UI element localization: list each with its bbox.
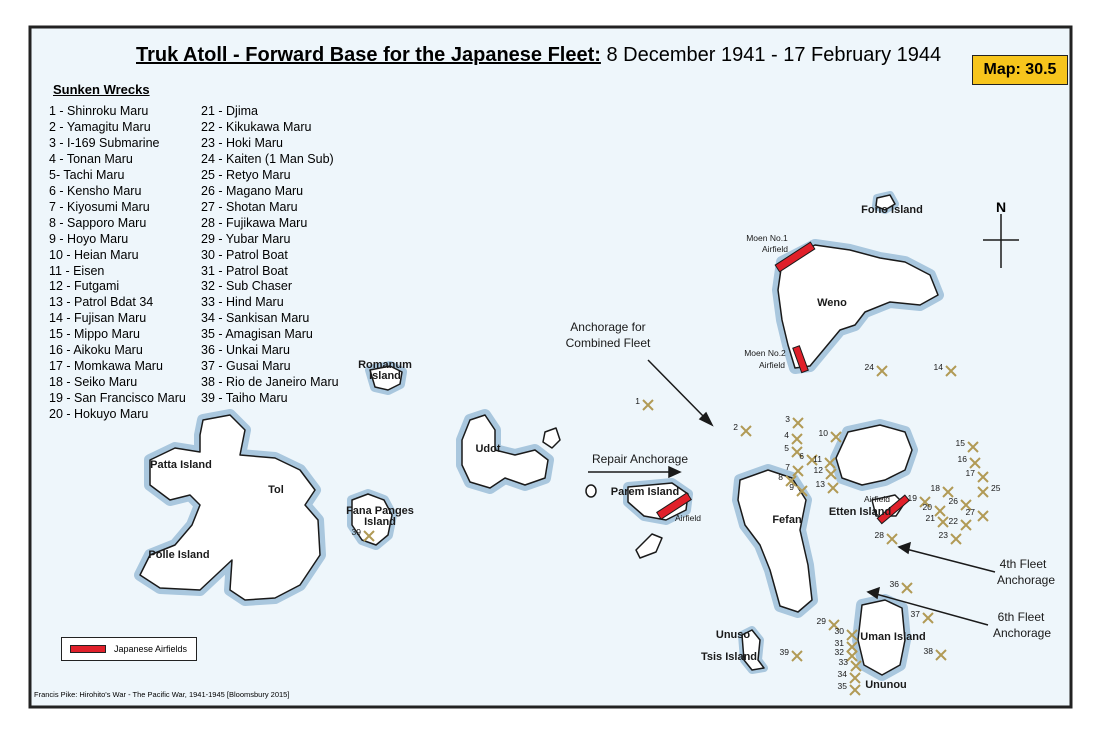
sixth-fleet-label-1: 6th Fleet xyxy=(997,610,1045,624)
wreck-list-item: 32 - Sub Chaser xyxy=(201,279,293,294)
wreck-list-item: 26 - Magano Maru xyxy=(201,183,304,198)
fana-label-2: Island xyxy=(364,516,396,528)
wreck-number-label: 2 xyxy=(733,422,738,432)
wreck-number-label: 36 xyxy=(889,579,899,589)
wreck-number-label: 26 xyxy=(948,496,958,506)
fourth-fleet-label-2: Anchorage xyxy=(996,573,1056,587)
wreck-number-label: 24 xyxy=(864,362,874,372)
wreck-list-item: 24 - Kaiten (1 Man Sub) xyxy=(201,151,334,166)
wreck-number-label: 29 xyxy=(816,616,826,626)
wreck-number-label: 20 xyxy=(922,502,932,512)
wreck-list-item: 6 - Kensho Maru xyxy=(49,183,142,198)
wreck-number-label: 4 xyxy=(784,430,789,440)
wreck-list-item: 34 - Sankisan Maru xyxy=(201,311,310,326)
wreck-number-label: 38 xyxy=(923,646,933,656)
wreck-list-item: 37 - Gusai Maru xyxy=(201,359,291,374)
wreck-number-label: 30 xyxy=(834,626,844,636)
wreck-number-label: 8 xyxy=(778,472,783,482)
wreck-list-item: 8 - Sapporo Maru xyxy=(49,215,147,230)
tol-label: Tol xyxy=(268,484,284,496)
wreck-list-item: 28 - Fujikawa Maru xyxy=(201,215,308,230)
wreck-list-item: 36 - Unkai Maru xyxy=(201,343,290,358)
wreck-number-label: 1 xyxy=(635,396,640,406)
moen2-airfield-label-2: Airfield xyxy=(759,360,785,370)
wreck-list-item: 15 - Mippo Maru xyxy=(49,327,141,342)
parem-label: Parem Island xyxy=(610,486,680,498)
wreck-list-column-2 xyxy=(201,104,339,407)
uman-label: Uman Island xyxy=(860,631,926,643)
wreck-list-item: 17 - Momkawa Maru xyxy=(49,359,163,374)
wreck-number-label: 17 xyxy=(965,468,975,478)
fono-label: Fono Island xyxy=(861,204,923,216)
airfield-swatch xyxy=(70,645,106,653)
etten-label: Etten Island xyxy=(828,506,892,518)
legend-title: Sunken Wrecks xyxy=(53,82,150,97)
ununou-label: Ununou xyxy=(865,679,907,691)
wreck-number-label: 14 xyxy=(933,362,943,372)
wreck-number-label: 5 xyxy=(784,443,789,453)
wreck-number-label: 6 xyxy=(799,451,804,461)
wreck-list-item: 10 - Heian Maru xyxy=(49,247,139,262)
source-credit: Francis Pike: Hirohito's War - The Pacific War, 1941-1945 [Bloomsbury 2015] xyxy=(34,690,290,699)
fefan-label: Fefan xyxy=(772,514,802,526)
wreck-list-item: 35 - Amagisan Maru xyxy=(201,327,313,342)
wreck-list-item: 2 - Yamagitu Maru xyxy=(49,119,151,134)
moen1-airfield-label-1: Moen No.1 xyxy=(746,233,788,243)
wreck-list-item: 20 - Hokuyo Maru xyxy=(49,407,149,422)
wreck-number-label: 23 xyxy=(938,530,948,540)
wreck-number-label: 28 xyxy=(874,530,884,540)
patta-label: Patta Island xyxy=(150,459,212,471)
wreck-list-item: 5- Tachi Maru xyxy=(49,167,125,182)
wreck-list-item: 1 - Shinroku Maru xyxy=(49,104,149,118)
wreck-list-item: 14 - Fujisan Maru xyxy=(49,311,147,326)
wreck-number-label: 3 xyxy=(785,414,790,424)
wreck-number-label: 33 xyxy=(838,657,848,667)
wreck-list-item: 9 - Hoyo Maru xyxy=(49,231,129,246)
wreck-number-label: 39 xyxy=(351,527,361,537)
unuso-label: Unuso xyxy=(715,629,751,641)
wreck-number-label: 16 xyxy=(957,454,967,464)
wreck-list-item: 33 - Hind Maru xyxy=(201,295,284,310)
romanum-label-1: Romanum xyxy=(358,359,412,371)
etten-airfield-label: Airfield xyxy=(864,494,890,504)
romanum-label-2: Island xyxy=(369,370,401,382)
wreck-list-item: 7 - Kiyosumi Maru xyxy=(49,199,150,214)
sixth-fleet-label-2: Anchorage xyxy=(992,626,1052,640)
wreck-number-label: 11 xyxy=(813,454,822,464)
wreck-number-label: 27 xyxy=(965,507,975,517)
wreck-list-item: 38 - Rio de Janeiro Maru xyxy=(201,375,339,390)
wreck-number-label: 12 xyxy=(813,465,823,475)
wreck-list-item: 29 - Yubar Maru xyxy=(201,231,291,246)
repair-anchorage-label: Repair Anchorage xyxy=(591,452,689,466)
tsis-label: Tsis Island xyxy=(700,651,758,663)
fourth-fleet-label-1: 4th Fleet xyxy=(999,557,1047,571)
map-title-dates: 8 December 1941 - 17 February 1944 xyxy=(606,44,942,66)
polle-label: Polle Island xyxy=(148,549,210,561)
wreck-list-item: 27 - Shotan Maru xyxy=(201,199,298,214)
udot-label: Udot xyxy=(475,443,501,455)
wreck-number-label: 34 xyxy=(837,669,847,679)
wreck-number-label: 32 xyxy=(834,647,844,657)
wreck-number-label: 19 xyxy=(907,493,917,503)
parem-airfield-label: Airfield xyxy=(675,513,701,523)
wreck-list-item: 18 - Seiko Maru xyxy=(49,375,138,390)
compass-north-label: N xyxy=(995,199,1007,215)
wreck-list-item: 30 - Patrol Boat xyxy=(201,247,288,262)
wreck-number-label: 15 xyxy=(955,438,965,448)
wreck-number-label: 13 xyxy=(815,479,825,489)
airfield-key xyxy=(61,637,197,661)
wreck-number-label: 22 xyxy=(948,516,958,526)
wreck-number-label: 39 xyxy=(779,647,789,657)
fana-label-1: Fana Panges xyxy=(346,505,414,517)
wreck-number-label: 25 xyxy=(991,483,1001,493)
map-title-main: Truk Atoll - Forward Base for the Japanese Fleet: xyxy=(136,44,601,66)
map-title xyxy=(136,44,941,67)
wreck-number-label: 9 xyxy=(789,482,794,492)
wreck-number-label: 37 xyxy=(910,609,920,619)
wreck-number-label: 7 xyxy=(785,462,790,472)
wreck-list-item: 12 - Futgami xyxy=(49,279,120,294)
wreck-list-item: 39 - Taiho Maru xyxy=(201,391,288,406)
wreck-list-item: 4 - Tonan Maru xyxy=(49,151,133,166)
wreck-number-label: 21 xyxy=(925,513,935,523)
wreck-list-item: 3 - I-169 Submarine xyxy=(49,135,160,150)
airfield-key-label: Japanese Airfields xyxy=(114,644,188,654)
wreck-list-item: 31 - Patrol Boat xyxy=(201,263,288,278)
wreck-list-item: 25 - Retyo Maru xyxy=(201,167,291,182)
moen2-airfield-label-1: Moen No.2 xyxy=(744,348,786,358)
wreck-list-item: 23 - Hoki Maru xyxy=(201,135,283,150)
wreck-list-item: 16 - Aikoku Maru xyxy=(49,343,143,358)
wreck-list-item: 13 - Patrol Bdat 34 xyxy=(49,295,154,310)
combined-fleet-label-1: Anchorage for xyxy=(570,320,646,334)
moen1-airfield-label-2: Airfield xyxy=(762,244,788,254)
wreck-number-label: 35 xyxy=(837,681,847,691)
map-number-badge: Map: 30.5 xyxy=(972,55,1068,85)
wreck-list-item: 19 - San Francisco Maru xyxy=(49,391,186,406)
combined-fleet-label-2: Combined Fleet xyxy=(565,336,651,350)
wreck-list-item: 11 - Eisen xyxy=(49,263,105,278)
wreck-number-label: 31 xyxy=(834,638,844,648)
wreck-list-item: 21 - Djima xyxy=(201,104,258,118)
wreck-list-item: 22 - Kikukawa Maru xyxy=(201,119,312,134)
wreck-number-label: 18 xyxy=(930,483,940,493)
weno-label: Weno xyxy=(817,297,847,309)
wreck-number-label: 10 xyxy=(818,428,828,438)
wreck-list-column-1 xyxy=(49,104,186,423)
